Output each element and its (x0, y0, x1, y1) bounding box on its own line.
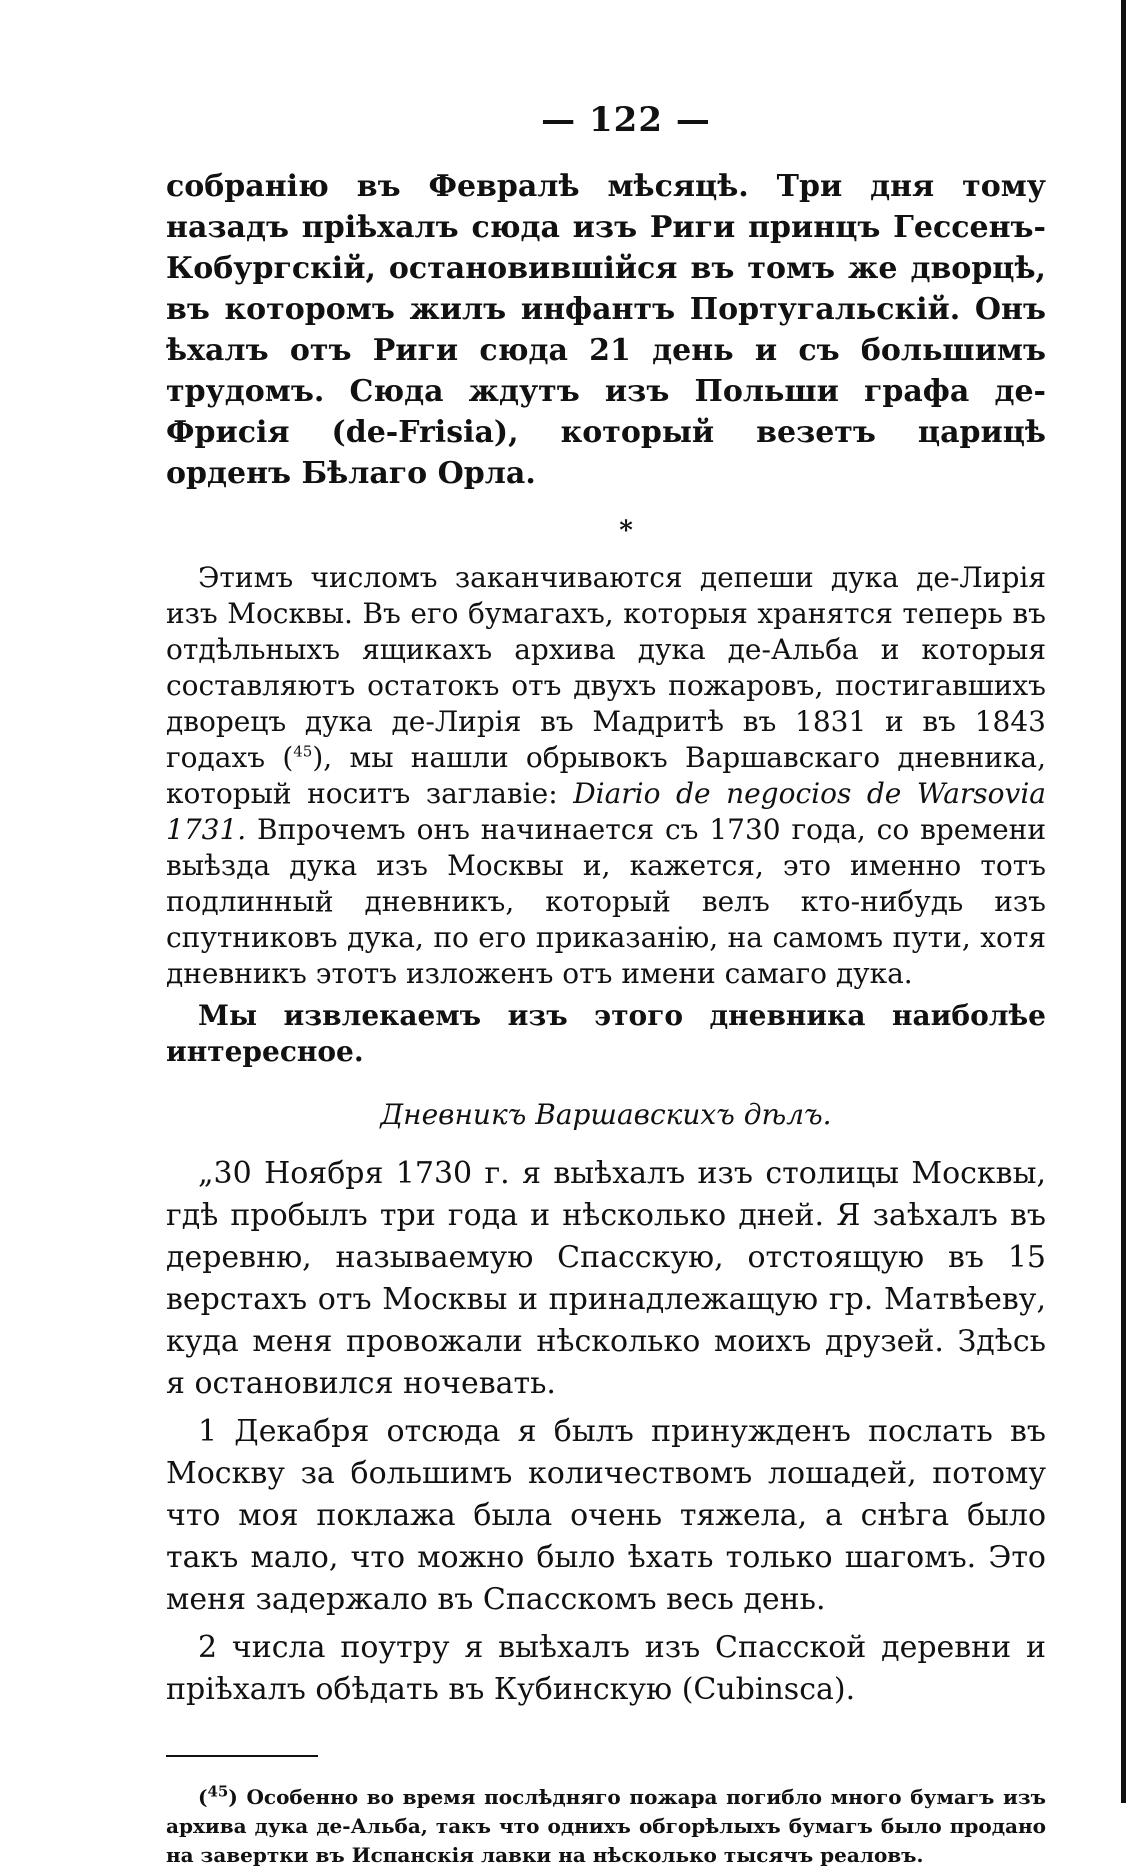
footnote-divider (166, 1755, 318, 1757)
footnote-text: ) Особенно во время послѣдняго пожара погибло много бумагъ изъ архива дука де-Альба, такъ что однихъ обгорѣлыхъ бумагъ было продано на завертки въ Испанскія лавки на нѣсколько тысячъ реаловъ. (166, 1785, 1046, 1867)
section-separator: * (619, 516, 633, 546)
archive-note-text-3: Впрочемъ онъ начинается съ 1730 года, со времени выѣзда дука изъ Москвы и, кажется, это именно тотъ подлинный дневникъ, который велъ кто-нибудь изъ спутниковъ дука, по его приказанію, на самомъ пути, хотя дневникъ этотъ изложенъ отъ имени самаго дука. (166, 813, 1046, 990)
paragraph-dispatch-end: собранію въ Февралѣ мѣсяцѣ. Три дня тому назадъ пріѣхалъ сюда изъ Риги принцъ Гессенъ-Кобургскій, остановившійся въ томъ же дворцѣ, въ которомъ жилъ инфантъ Португальскій. Онъ ѣхалъ отъ Риги сюда 21 день и съ большимъ трудомъ. Сюда ждутъ изъ Польши графа де-Фрисія (de-Frisia), который везетъ царицѣ орденъ Бѣлаго Орла. (166, 169, 1046, 491)
diary-subheading: Дневникъ Варшавскихъ дѣлъ. (380, 1098, 832, 1131)
page-number: — 122 — (541, 100, 711, 140)
page-edge-line (1121, 0, 1126, 1803)
document-page (166, 100, 1046, 1870)
paragraph-archive-note (166, 560, 1046, 992)
footnote-marker: 45 (207, 1782, 229, 1801)
diary-title: Diario de negocios de Warsovia 1731. (166, 777, 1046, 846)
archive-note-text-1: Этимъ числомъ заканчиваются депеши дука де-Лирія изъ Москвы. Въ его бумагахъ, которыя хранятся теперь въ отдѣльныхъ ящикахъ архива дука де-Альба и которыя составляютъ остатокъ отъ двухъ пожаровъ, постигавшихъ дворецъ дука де-Лирія въ Мадритѣ въ 1831 и въ 1843 годахъ ( (166, 561, 1046, 774)
footnote: ($^{45}$) Особенно во время послѣдняго пожара погибло много бумагъ изъ архива дука де-Альба, такъ что однихъ обгорѣлыхъ бумагъ было продано на завертки въ Испанскія лавки на нѣсколько тысячъ реаловъ. (166, 1782, 1046, 1867)
paragraph-nov-30: „30 Ноября 1730 г. я выѣхалъ изъ столицы Москвы, гдѣ пробылъ три года и нѣсколько дней. Я заѣхалъ въ деревню, называемую Спасскую, отстоящую въ 15 верстахъ отъ Москвы и принадлежащую гр. Матвѣеву, куда меня провожали нѣсколько моихъ друзей. Здѣсь я остановился ночевать. (166, 1156, 1046, 1401)
paragraph-extract-intro: Мы извлекаемъ изъ этого дневника наиболѣе интересное. (166, 999, 1046, 1068)
paragraph-dec-2: 2 числа поутру я выѣхалъ изъ Спасской деревни и пріѣхалъ обѣдать въ Кубинскую (Cubinsca). (166, 1630, 1046, 1707)
archive-note-text-2: ), мы нашли обрывокъ Варшавскаго дневника, который носитъ заглавіе: (166, 741, 1047, 810)
paragraph-dec-1: 1 Декабря отсюда я былъ принужденъ послать въ Москву за большимъ количествомъ лошадей, потому что моя поклажа была очень тяжела, а снѣга было такъ мало, что можно было ѣхать только шагомъ. Это меня задержало въ Спасскомъ весь день. (166, 1414, 1046, 1617)
footnote-reference[interactable]: 45 (293, 742, 313, 761)
